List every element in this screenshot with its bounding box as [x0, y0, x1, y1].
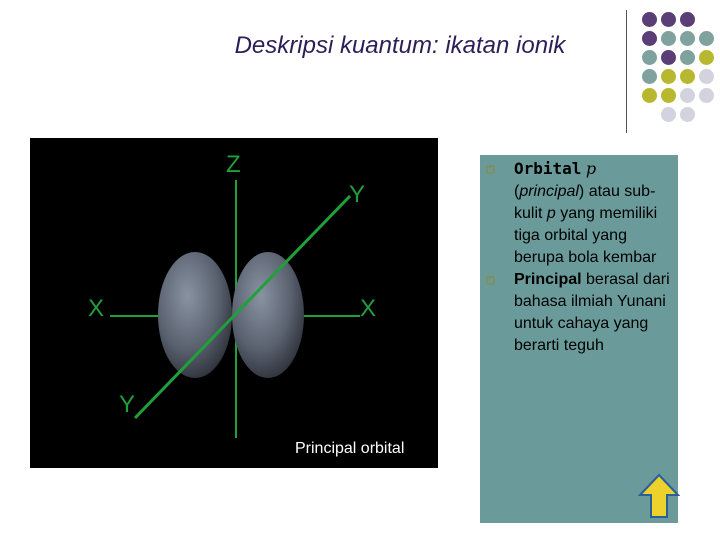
axis-label-y-top: Y	[349, 181, 366, 208]
figure-caption: Principal orbital	[295, 440, 405, 457]
dot	[661, 107, 676, 122]
axis-label-y-bottom: Y	[119, 391, 136, 418]
bullet-1-open-paren: (	[514, 183, 520, 200]
dot	[661, 50, 676, 65]
orbital-lobe-left	[158, 252, 232, 378]
dot	[642, 12, 657, 27]
bullet-1-text-a: ) atau sub-kulit	[514, 183, 656, 222]
dot	[680, 88, 695, 103]
dot	[661, 31, 676, 46]
dot	[680, 12, 695, 27]
bullet-1-text-b: yang memiliki tiga orbital yang berupa bola kembar	[514, 205, 658, 266]
bullet-1-italic-p: p	[546, 205, 556, 222]
dot	[699, 50, 714, 65]
dot	[680, 107, 695, 122]
dot	[699, 31, 714, 46]
bullet-icon	[486, 164, 496, 174]
dot	[642, 69, 657, 84]
dot	[680, 50, 695, 65]
title-divider	[626, 10, 627, 133]
bullet-icon	[486, 275, 496, 285]
bullet-2-head: Principal	[514, 271, 582, 288]
dot	[699, 69, 714, 84]
dot	[699, 88, 714, 103]
bullet-1-italic-term: principal	[519, 183, 579, 200]
dot	[661, 69, 676, 84]
bullet-list	[478, 158, 678, 357]
orbital-lobe-right	[232, 252, 304, 378]
bullet-1-head-symbol: p	[585, 159, 597, 178]
dot	[642, 31, 657, 46]
dot	[642, 88, 657, 103]
dot	[661, 88, 676, 103]
bullet-1-head: Orbital	[514, 159, 582, 178]
dot	[680, 69, 695, 84]
dot	[642, 50, 657, 65]
bullet-item-principal	[478, 269, 678, 357]
axis-label-x-right: X	[360, 295, 377, 322]
bullet-item-orbital-p	[478, 158, 678, 269]
dot	[680, 31, 695, 46]
bullet-2-text: berasal dari bahasa ilmiah Yunani untuk cahaya yang berarti teguh	[514, 271, 670, 354]
axis-label-x-left: X	[88, 295, 105, 322]
axis-label-z: Z	[226, 151, 241, 178]
orbital-figure	[30, 138, 438, 468]
slide-title: Deskripsi kuantum: ikatan ionik	[234, 32, 566, 59]
up-arrow-icon[interactable]	[638, 473, 680, 519]
orbital-illustration	[30, 138, 438, 468]
dot	[661, 12, 676, 27]
